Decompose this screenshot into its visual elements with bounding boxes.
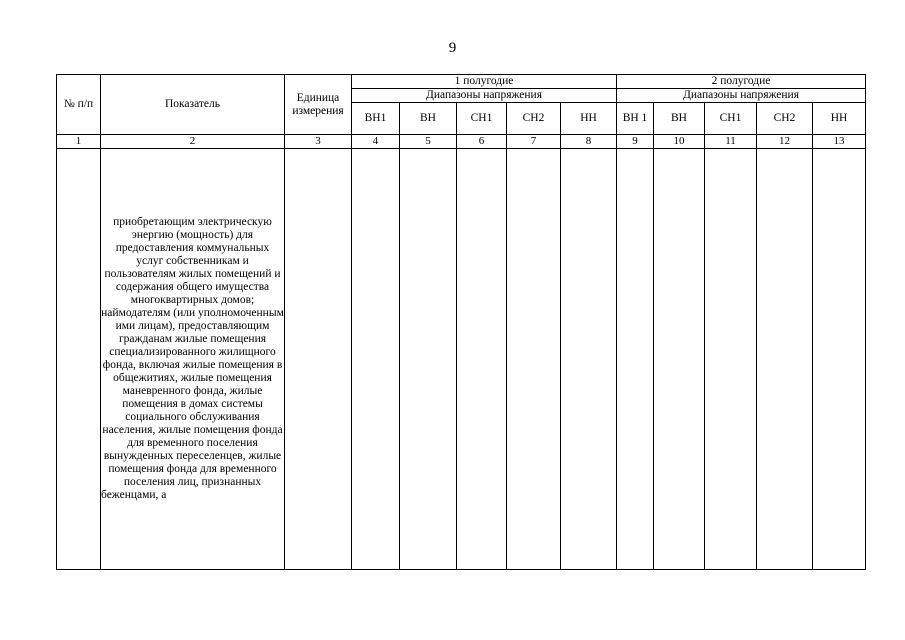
unit-cell: [285, 149, 352, 570]
value-cell: [400, 149, 457, 570]
column-number: 2: [101, 135, 285, 149]
header-num: № п/п: [57, 75, 101, 135]
page-number: 9: [448, 40, 457, 56]
col-header-h2-sn1: СН1: [705, 103, 757, 135]
header-half1: 1 полугодие: [352, 75, 617, 89]
col-header-h1-sn2: СН2: [507, 103, 561, 135]
col-header-h2-vn: ВН: [654, 103, 705, 135]
col-header-h2-vn1: ВН 1: [617, 103, 654, 135]
column-number: 6: [457, 135, 507, 149]
col-header-h1-nn: НН: [561, 103, 617, 135]
column-number: 5: [400, 135, 457, 149]
column-number: 8: [561, 135, 617, 149]
header-unit: Единица измерения: [285, 75, 352, 135]
col-header-h2-nn: НН: [813, 103, 866, 135]
value-cell: [705, 149, 757, 570]
value-cell: [813, 149, 866, 570]
value-cell: [654, 149, 705, 570]
header-half2: 2 полугодие: [617, 75, 866, 89]
column-number: 1: [57, 135, 101, 149]
value-cell: [757, 149, 813, 570]
row-num-cell: [57, 149, 101, 570]
column-number: 7: [507, 135, 561, 149]
col-header-h1-sn1: СН1: [457, 103, 507, 135]
value-cell: [457, 149, 507, 570]
value-cell: [617, 149, 654, 570]
column-number: 3: [285, 135, 352, 149]
header-indicator: Показатель: [101, 75, 285, 135]
col-header-h1-vn: ВН: [400, 103, 457, 135]
col-header-h2-sn2: СН2: [757, 103, 813, 135]
indicator-table: [56, 74, 866, 570]
value-cell: [352, 149, 400, 570]
header-ranges-half1: Диапазоны напряжения: [352, 89, 617, 103]
column-number-row: [57, 135, 866, 149]
column-number: 13: [813, 135, 866, 149]
indicator-text-cell: приобретающим электрическую энергию (мощность) для предоставления коммунальных услуг собственникам и пользователям жилых помещений и содержания общего имущества многоквартирных домов; наймодателям (или уполномоченным ими лицам), предоставляющим гражданам жилые помещения специализированного жилищного фонда, включая жилые помещения в общежитиях, жилые помещения маневренного фонда, жилые помещения в домах системы социального обслуживания населения, жилые помещения фонда для временного поселения вынужденных переселенцев, жилые помещения фонда для временного поселения лиц, признанных беженцами, а: [101, 149, 285, 570]
column-number: 4: [352, 135, 400, 149]
value-cell: [507, 149, 561, 570]
column-number: 11: [705, 135, 757, 149]
column-number: 12: [757, 135, 813, 149]
value-cell: [561, 149, 617, 570]
column-number: 10: [654, 135, 705, 149]
table-row: [57, 149, 866, 570]
column-number: 9: [617, 135, 654, 149]
header-ranges-half2: Диапазоны напряжения: [617, 89, 866, 103]
col-header-h1-vn1: ВН1: [352, 103, 400, 135]
